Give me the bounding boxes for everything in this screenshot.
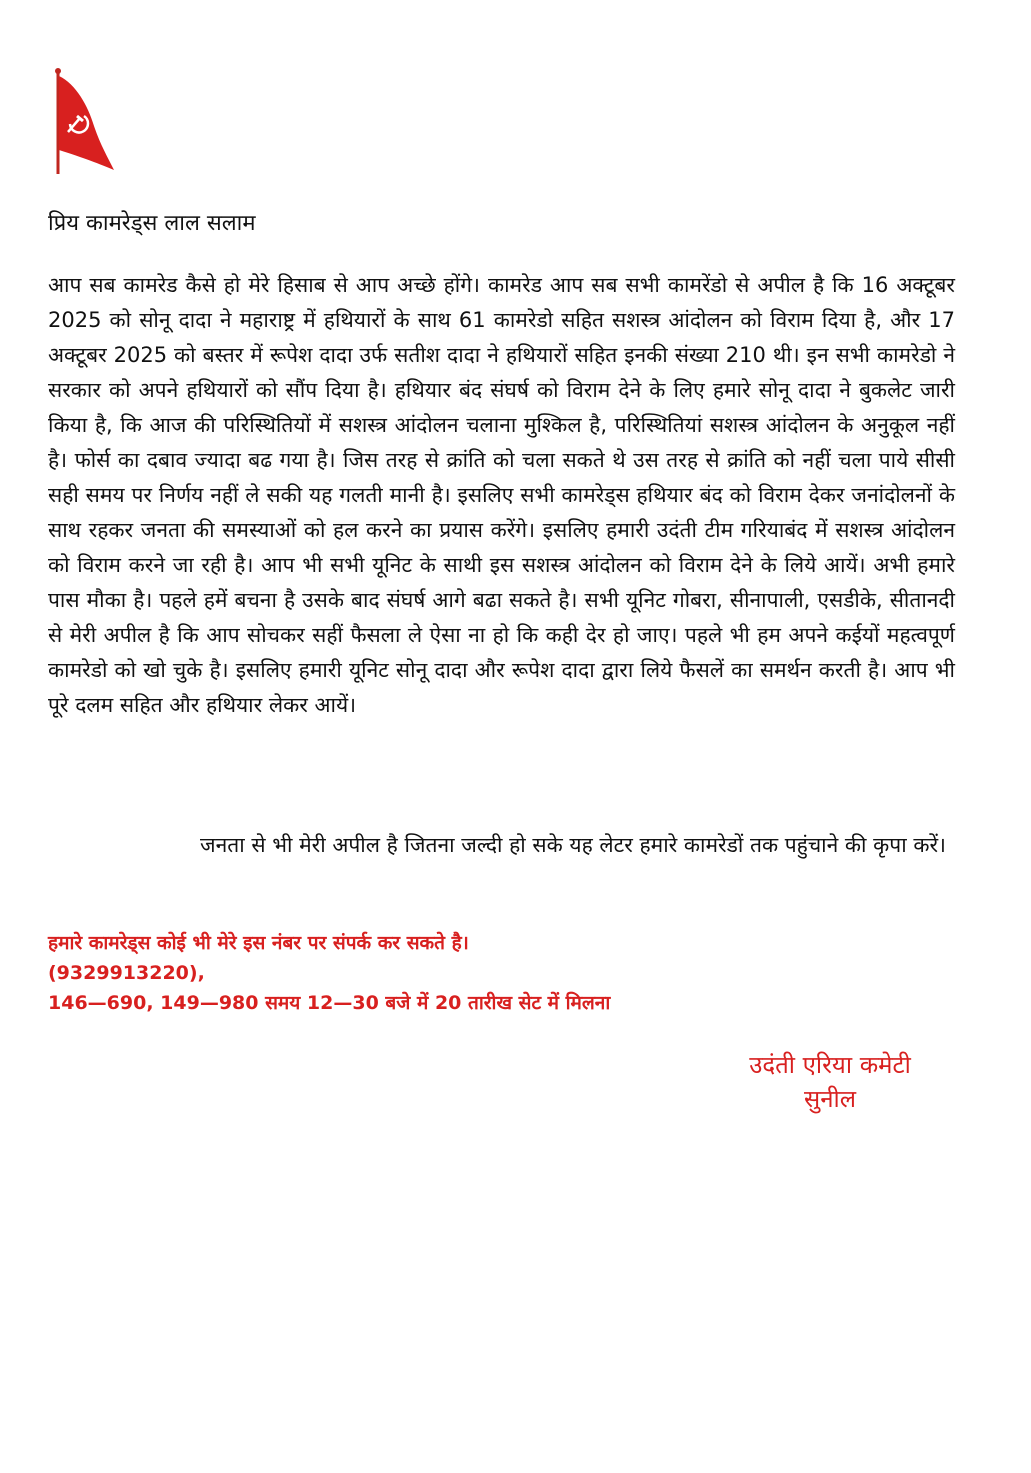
- letter-body: आप सब कामरेड कैसे हो मेरे हिसाब से आप अच्छे होंगे। कामरेड आप सब सभी कामरेंडो से अपील है कि 16 अक्टूबर 2025 को सोनू दादा ने महाराष्ट्र में हथियारों के साथ 61 कामरेडो सहित सशस्त्र आंदोलन को विराम दिया है, और 17 अक्टूबर 2025 को बस्तर में रूपेश दादा उर्फ सतीश दादा ने हथियारों सहित इनकी संख्या 210 थी। इन सभी कामरेडो ने सरकार को अपने हथियारों को सौंप दिया है। हथियार बंद संघर्ष को विराम देने के लिए हमारे सोनू दादा ने बुकलेट जारी किया है, कि आज की परिस्थितियों में सशस्त्र आंदोलन चलाना मुश्किल है, परिस्थितियां सशस्त्र आंदोलन के अनुकूल नहीं है। फोर्स का दबाव ज्यादा बढ गया है। जिस तरह से क्रांति को चला सकते थे उस तरह से क्रांति को नहीं चला पाये सीसी सही समय पर निर्णय नहीं ले सकी यह गलती मानी है। इसलिए सभी कामरेड्स हथियार बंद को विराम देकर जनांदोलनों के साथ रहकर जनता की समस्याओं को हल करने का प्रयास करेंगे। इसलिए हमारी उदंती टीम गरियाबंद में सशस्त्र आंदोलन को विराम करने जा रही है। आप भी सभी यूनिट के साथी इस सशस्त्र आंदोलन को विराम देने के लिये आयें। अभी हमारे पास मौका है। पहले हमें बचना है उसके बाद संघर्ष आगे बढा सकते है। सभी यूनिट गोबरा, सीनापाली, एसडीके, सीतानदी से मेरी अपील है कि आप सोचकर सहीं फैसला ले ऐसा ना हो कि कही देर हो जाए। पहले भी हम अपने कईयों महत्वपूर्ण कामरेडो को खो चुके है। इसलिए हमारी यूनिट सोनू दादा और रूपेश दादा द्वारा लिये फैसलें का समर्थन करती है। आप भी पूरे दलम सहित और हथियार लेकर आयें।: [48, 273, 955, 717]
- salutation: प्रिय कामरेड्स लाल सलाम: [48, 211, 256, 236]
- public-appeal: जनता से भी मेरी अपील है जितना जल्दी हो सके यह लेटर हमारे कामरेडों तक पहुंचाने की कृपा करें।: [200, 833, 947, 857]
- contact-details: [48, 928, 610, 1018]
- signature-name: सुनील: [803, 1085, 857, 1113]
- hammer-sickle-red-flag-icon: [48, 66, 118, 176]
- contact-line: हमारे कामरेड्स कोई भी मेरे इस नंबर पर संपर्क कर सकते है।: [48, 932, 469, 954]
- contact-phone: (9329913220),: [48, 962, 205, 984]
- signature: [700, 1048, 960, 1116]
- contact-meeting-info: 146—690, 149—980 समय 12—30 बजे में 20 तारीख सेट में मिलना: [48, 992, 611, 1014]
- signature-committee: उदंती एरिया कमेटी: [749, 1051, 911, 1079]
